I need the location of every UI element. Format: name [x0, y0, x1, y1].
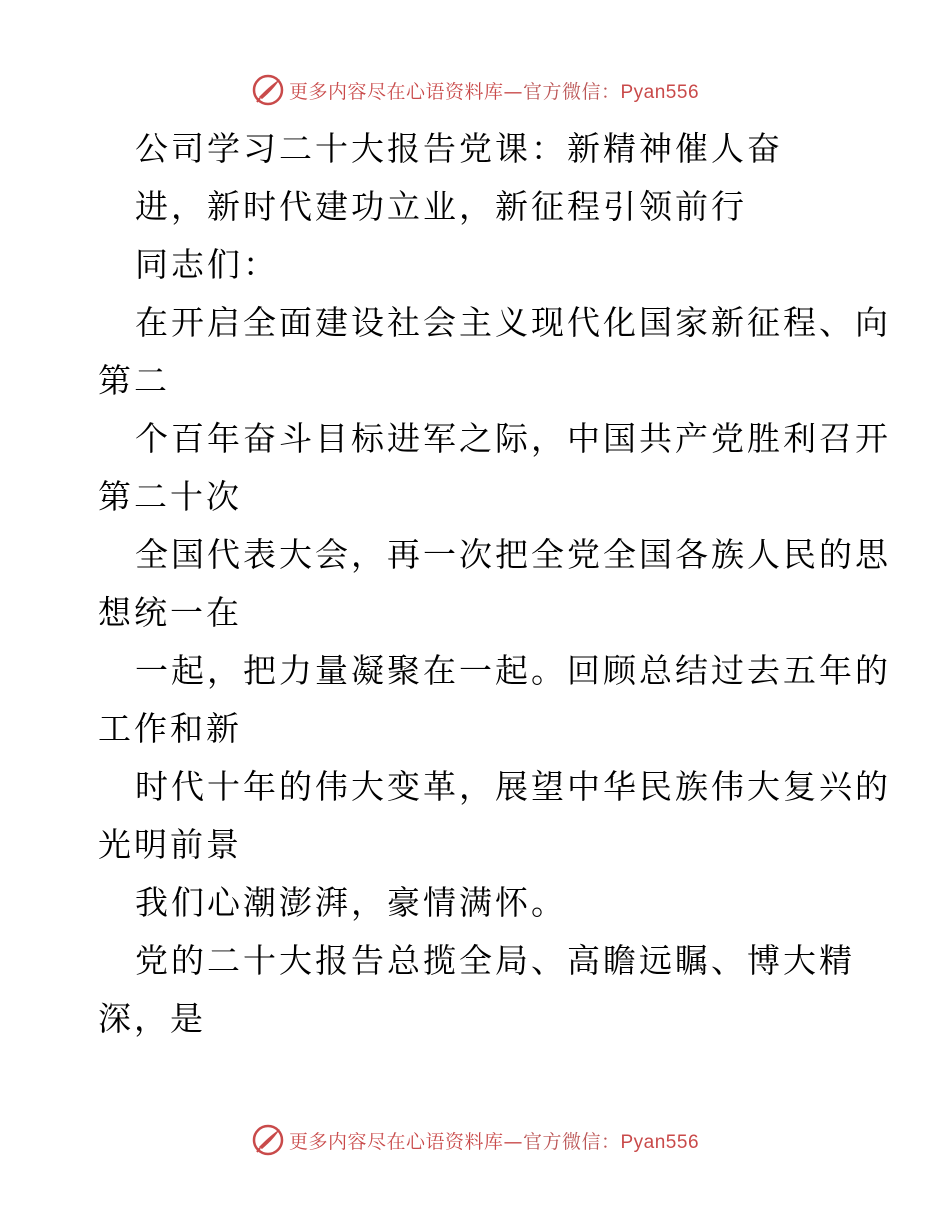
watermark-id: Pyan556	[620, 81, 700, 103]
watermark-dash: —	[503, 1130, 523, 1153]
watermark-id: Pyan556	[620, 1131, 700, 1153]
text-line: 个百年奋斗目标进军之际，中国共产党胜利召开	[135, 419, 891, 458]
watermark-text	[289, 1127, 699, 1154]
text-line: 一起，把力量凝聚在一起。回顾总结过去五年的	[135, 651, 891, 690]
salutation: 同志们：	[135, 245, 279, 284]
footer-watermark	[0, 1120, 950, 1160]
watermark-dash: —	[503, 80, 523, 103]
watermark-official: 官方微信：	[522, 1130, 621, 1153]
document-body	[98, 120, 891, 1048]
watermark-main: 更多内容尽在心语资料库	[288, 80, 504, 103]
text-line: 我们心潮澎湃，豪情满怀。	[135, 883, 567, 922]
watermark-main: 更多内容尽在心语资料库	[288, 1130, 504, 1153]
text-line: 党的二十大报告总揽全局、高瞻远瞩、博大精	[135, 941, 855, 980]
watermark-text	[289, 77, 699, 104]
text-line: 工作和新	[98, 709, 242, 748]
text-line: 想统一在	[98, 593, 242, 632]
quill-pen-logo-icon	[251, 73, 285, 107]
text-line: 光明前景	[98, 825, 242, 864]
text-line: 深，是	[98, 999, 206, 1038]
quill-pen-logo-icon	[251, 1123, 285, 1157]
text-line: 第二	[98, 361, 170, 400]
text-line: 时代十年的伟大变革，展望中华民族伟大复兴的	[135, 767, 891, 806]
text-line: 在开启全面建设社会主义现代化国家新征程、向	[135, 303, 891, 342]
title-line-2: 进，新时代建功立业，新征程引领前行	[135, 187, 747, 226]
text-line: 第二十次	[98, 477, 242, 516]
text-line: 全国代表大会，再一次把全党全国各族人民的思	[135, 535, 891, 574]
header-watermark	[0, 70, 950, 110]
title-line-1: 公司学习二十大报告党课：新精神催人奋	[135, 129, 783, 168]
watermark-official: 官方微信：	[522, 80, 621, 103]
